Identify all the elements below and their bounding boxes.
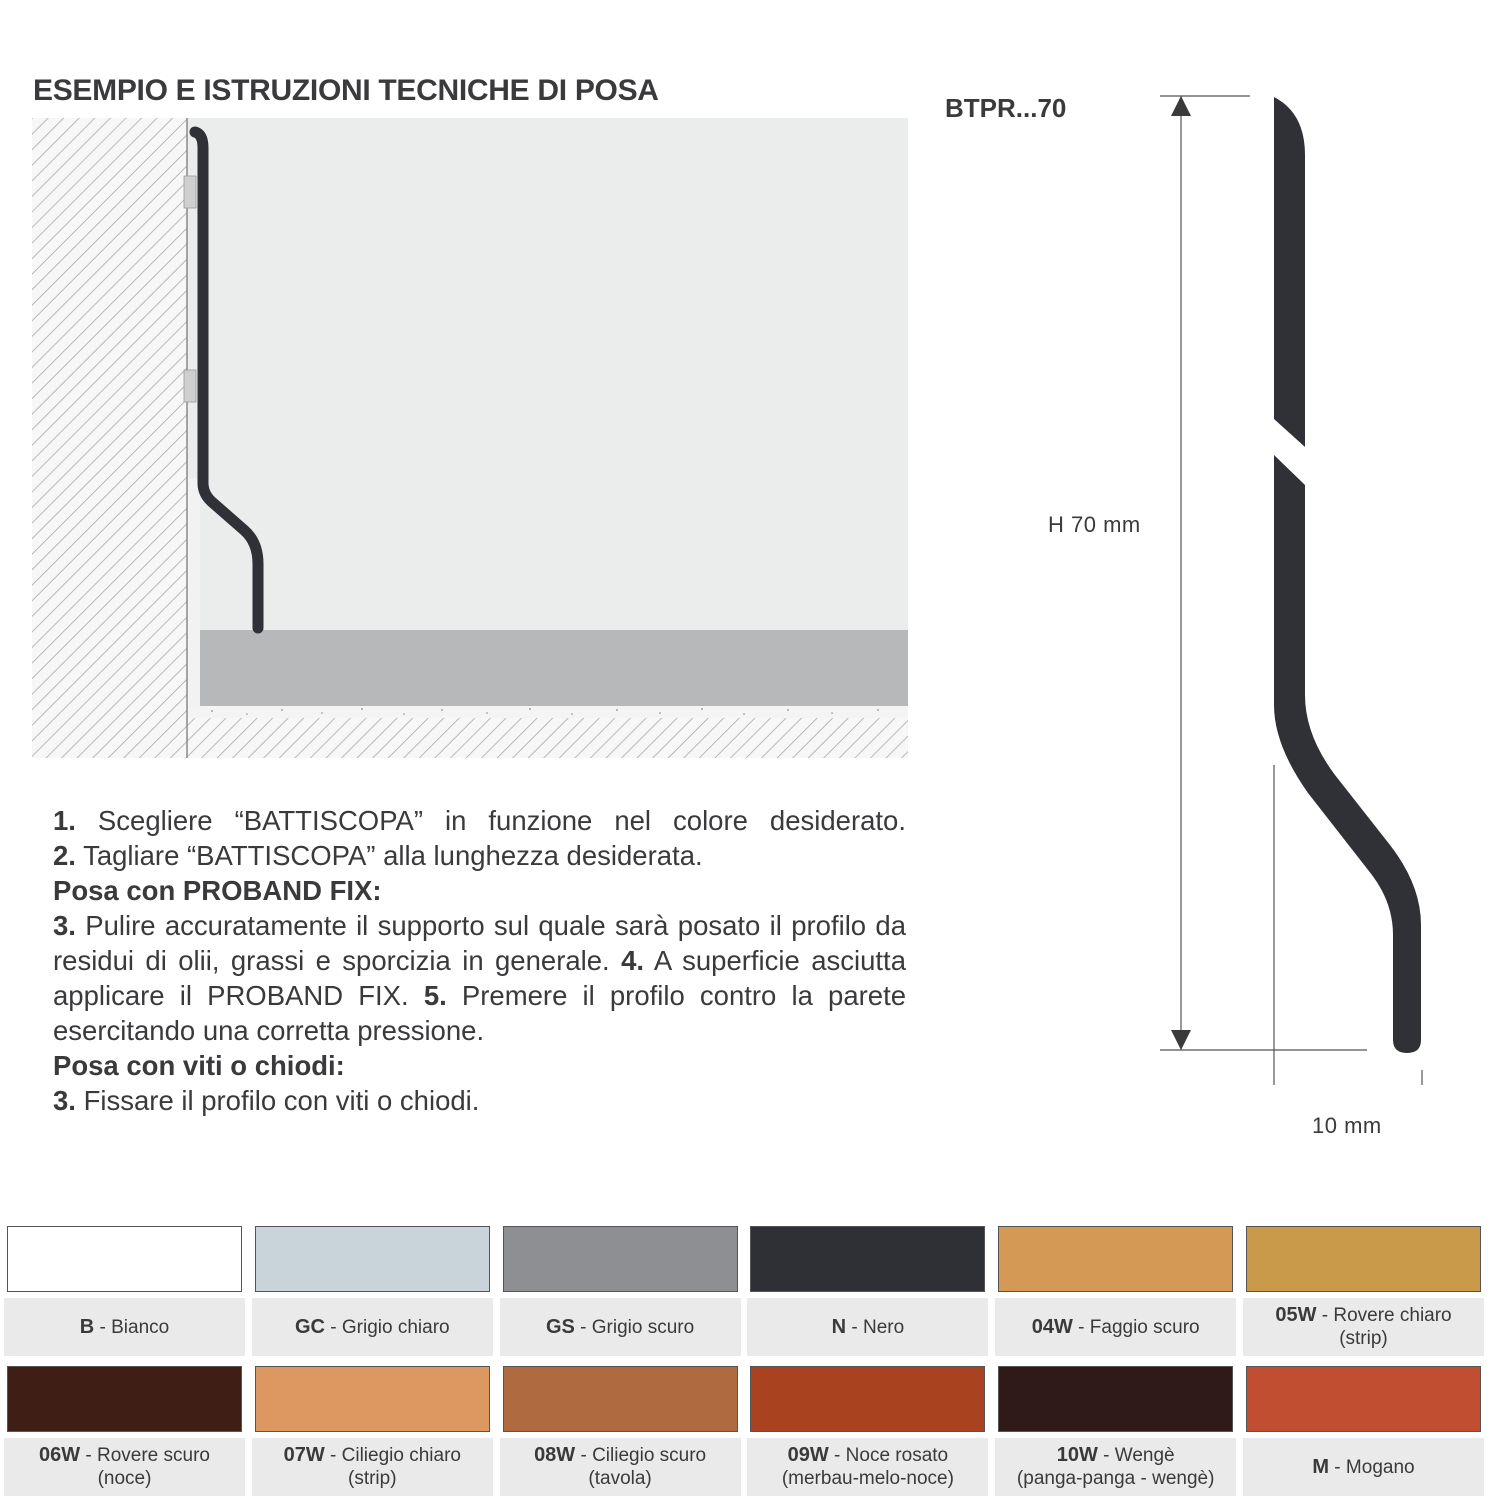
swatch-name: Wengè <box>1114 1445 1175 1466</box>
step-text: Pulire accuratamente il supporto sul quale sarà posato il profilo da residui di olii, grassi e sporcizia in generale. <box>53 910 906 976</box>
swatch-row <box>4 1366 1484 1496</box>
swatch-label: 04W - Faggio scuro <box>995 1298 1236 1356</box>
swatch-code: 06W <box>38 1444 81 1466</box>
step-number: 2. <box>53 840 76 871</box>
arrow-up-icon <box>1171 96 1191 116</box>
color-swatch-n <box>747 1226 988 1356</box>
width-label: 10 mm <box>1312 1113 1382 1138</box>
swatch-label: 06W - Rovere scuro (noce) <box>4 1438 245 1496</box>
installation-diagram <box>32 118 908 758</box>
step-2 <box>53 838 906 873</box>
swatch-code: 09W <box>787 1444 829 1466</box>
floor-covering <box>200 630 908 706</box>
section-title-screws: Posa con viti o chiodi: <box>53 1050 345 1081</box>
profile-section-drawing <box>1150 85 1440 1085</box>
subfloor-hatch <box>187 716 908 758</box>
step-number: 5. <box>423 980 447 1011</box>
swatch-name-detail: (strip) <box>348 1468 397 1489</box>
color-swatch-m <box>1243 1366 1484 1496</box>
step-number: 4. <box>621 945 645 976</box>
step-1 <box>53 803 906 838</box>
swatch-label: 10W - Wengè (panga-panga - wengè) <box>995 1438 1236 1496</box>
swatch-name-detail: (noce) <box>97 1468 152 1489</box>
color-swatch-07w <box>252 1366 493 1496</box>
installation-instructions <box>53 803 906 1118</box>
color-swatch-grid <box>4 1226 1484 1496</box>
step-text: Scegliere “BATTISCOPA” in funzione nel colore desiderato. <box>75 805 906 836</box>
steps-3-4-5 <box>53 908 906 1048</box>
swatch-name: Rovere chiaro <box>1333 1305 1452 1326</box>
screed-layer <box>187 706 908 718</box>
swatch-label: M - Mogano <box>1243 1438 1484 1496</box>
swatch-code: 10W <box>1056 1444 1098 1466</box>
color-swatch-10w <box>995 1366 1236 1496</box>
color-swatch-04w <box>995 1226 1236 1356</box>
step-text: Premere il profilo contro la parete esercitando una corretta pressione. <box>53 980 907 1046</box>
wall-hatch <box>32 118 187 758</box>
swatch-code: 08W <box>534 1444 576 1466</box>
swatch-label: 05W - Rovere chiaro (strip) <box>1243 1298 1484 1356</box>
room-area <box>187 118 908 716</box>
fixing-plug <box>184 176 196 208</box>
swatch-code: M <box>1312 1455 1330 1478</box>
swatch-chip <box>998 1366 1233 1432</box>
color-swatch-06w <box>4 1366 245 1496</box>
swatch-name: Ciliegio scuro <box>592 1445 707 1466</box>
arrow-down-icon <box>1171 1030 1191 1050</box>
swatch-name: Grigio chiaro <box>341 1316 450 1338</box>
fixing-plug <box>184 370 196 402</box>
color-swatch-gc <box>252 1226 493 1356</box>
swatch-chip <box>255 1366 490 1432</box>
step-3-screws <box>53 1083 906 1118</box>
swatch-code: 04W <box>1031 1315 1073 1338</box>
swatch-chip <box>7 1366 242 1432</box>
swatch-label: 07W - Ciliegio chiaro (strip) <box>252 1438 493 1496</box>
swatch-name: Bianco <box>111 1316 170 1338</box>
swatch-code: GC <box>294 1315 325 1338</box>
swatch-name: Ciliegio chiaro <box>341 1445 461 1466</box>
profile-lower-section <box>1274 455 1421 1053</box>
swatch-chip <box>750 1366 985 1432</box>
swatch-name: Noce rosato <box>845 1445 949 1466</box>
swatch-label: B - Bianco <box>4 1298 245 1356</box>
swatch-name: Mogano <box>1345 1456 1415 1478</box>
swatch-label: GS - Grigio scuro <box>500 1298 741 1356</box>
swatch-label: N - Nero <box>747 1298 988 1356</box>
swatch-name-detail: (panga-panga - wengè) <box>1016 1468 1215 1489</box>
swatch-chip <box>750 1226 985 1292</box>
swatch-name: Grigio scuro <box>591 1316 695 1338</box>
swatch-name-detail: (strip) <box>1339 1328 1388 1349</box>
swatch-name-detail: (tavola) <box>588 1468 652 1489</box>
swatch-code: N <box>831 1315 847 1338</box>
height-label: H 70 mm <box>1048 512 1141 537</box>
swatch-chip <box>1246 1226 1481 1292</box>
swatch-chip <box>503 1226 738 1292</box>
swatch-name-detail: (merbau-melo-noce) <box>781 1468 954 1489</box>
swatch-name: Faggio scuro <box>1089 1316 1200 1338</box>
step-text: Tagliare “BATTISCOPA” alla lunghezza desiderata. <box>75 840 703 871</box>
section-title-proband: Posa con PROBAND FIX: <box>53 875 382 906</box>
swatch-chip <box>998 1226 1233 1292</box>
swatch-chip <box>503 1366 738 1432</box>
swatch-code: 05W <box>1275 1304 1317 1326</box>
profile-code: BTPR...70 <box>945 93 1067 123</box>
adhesive-strip <box>187 478 200 708</box>
color-swatch-gs <box>500 1226 741 1356</box>
swatch-name: Rovere scuro <box>97 1445 210 1466</box>
swatch-label: 08W - Ciliegio scuro (tavola) <box>500 1438 741 1496</box>
step-number: 3. <box>53 910 76 941</box>
swatch-code: 07W <box>283 1444 325 1466</box>
swatch-chip <box>1246 1366 1481 1432</box>
swatch-row <box>4 1226 1484 1356</box>
page-title: ESEMPIO E ISTRUZIONI TECNICHE DI POSA <box>33 74 659 107</box>
swatch-label: GC - Grigio chiaro <box>252 1298 493 1356</box>
color-swatch-09w <box>747 1366 988 1496</box>
swatch-name: Nero <box>862 1316 905 1338</box>
step-text: Fissare il profilo con viti o chiodi. <box>75 1085 480 1116</box>
color-swatch-08w <box>500 1366 741 1496</box>
profile-upper-section <box>1274 97 1305 447</box>
swatch-chip <box>255 1226 490 1292</box>
swatch-chip <box>7 1226 242 1292</box>
swatch-code: GS <box>545 1315 575 1338</box>
swatch-label: 09W - Noce rosato (merbau-melo-noce) <box>747 1438 988 1496</box>
color-swatch-05w <box>1243 1226 1484 1356</box>
color-swatch-b <box>4 1226 245 1356</box>
step-number: 1. <box>53 805 76 836</box>
step-number: 3. <box>53 1085 76 1116</box>
step-text: A superficie asciutta applicare il PROBAND FIX. <box>53 945 906 1011</box>
swatch-code: B <box>79 1315 95 1338</box>
